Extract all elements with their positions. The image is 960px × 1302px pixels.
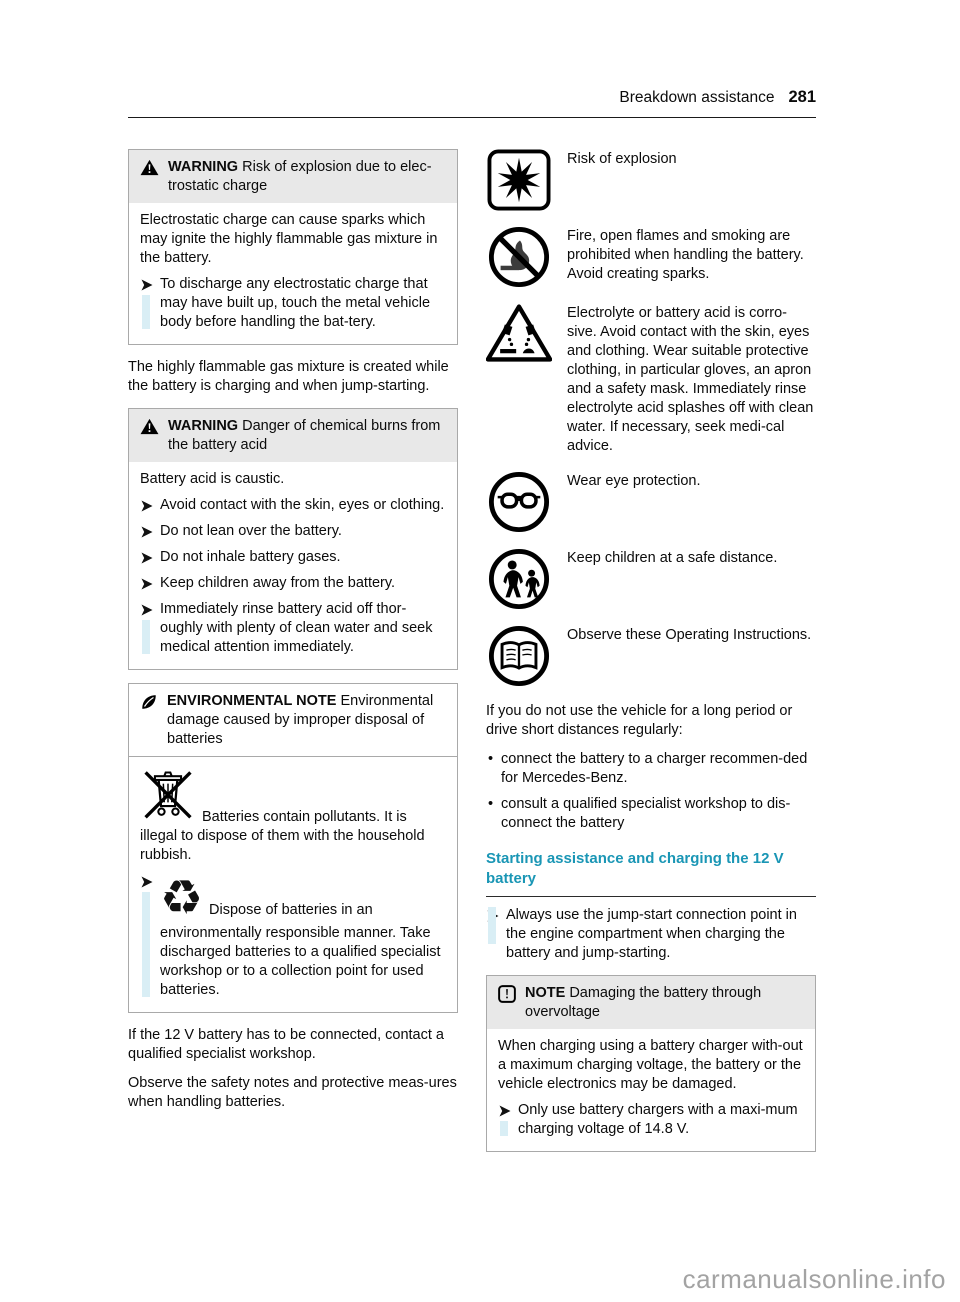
pictogram-row [486,226,816,288]
warning-box-header [129,150,457,203]
list-item-text: connect the battery to a charger recommen-ded for Mercedes-Benz. [501,751,808,786]
paragraph: The highly flammable gas mixture is created while the battery is charging and when jump-starting. [128,359,449,394]
instruction-gutter [500,1121,508,1136]
warning-box-electrostatic [128,149,458,345]
instruction-text: Immediately rinse battery acid off thor-oughly with plenty of clean water and seek medical attention immediately. [160,601,433,655]
pictogram-row [486,303,816,456]
instruction-text: Always use the jump-start connection point in the engine compartment when charging the battery and jump-starting. [506,907,797,961]
note-box-header [487,976,815,1029]
environmental-note-title: ENVIRONMENTAL NOTE Environmental damage caused by improper disposal of batteries [167,693,434,747]
paragraph: Observe the safety notes and protective meas-ures when handling batteries. [128,1075,457,1110]
header-rule [128,117,816,118]
list-item [486,795,816,833]
instruction-text: Only use battery chargers with a maxi-mum charging voltage of 14.8 V. [518,1102,798,1137]
instruction-item [140,548,446,567]
keep-children-away-icon [486,548,552,610]
paragraph: If you do not use the vehicle for a long period or drive short distances regularly: [486,703,793,738]
warning-body-text: Electrostatic charge can cause sparks which may ignite the highly flammable gas mixture in the battery. [140,212,438,266]
battery-disposal-text: Batteries contain pollutants. It is illegal to dispose of them with the household rubbish. [140,765,446,865]
list-item-text: consult a qualified specialist workshop to dis-connect the battery [501,796,791,831]
instruction-item [140,275,446,332]
pictogram-text: Electrolyte or battery acid is corro-sive. Avoid contact with the skin, eyes and clothing. Wear suitable protective clothing, in particular gloves, an apron and a safety mask. Immediately rinse electrolyte acid splashes off with clean water. If necessary, seek medi-cal advice. [567,305,814,454]
left-column [128,149,458,1122]
instruction-gutter [142,620,150,654]
recycle-icon: ♻ [160,870,204,926]
environmental-note-header [129,684,457,757]
pictogram-row [486,471,816,533]
instruction-text: Do not inhale battery gases. [160,549,341,565]
instruction-item [140,496,446,515]
warning-triangle-icon [140,159,159,182]
operating-instructions-icon [486,625,552,687]
note-exclamation-icon [498,985,516,1009]
note-box-overvoltage [486,975,816,1152]
warning-box-body [129,462,457,669]
note-body-text: When charging using a battery charger with-out a maximum charging voltage, the battery or the vehicle electronics may be damaged. [498,1038,803,1092]
warning-body-text: Battery acid is caustic. [140,471,285,487]
pictogram-row [486,149,816,211]
explosion-icon [486,149,552,211]
instruction-gutter [142,892,150,997]
instruction-gutter [142,295,150,329]
instruction-text: Do not lean over the battery. [160,523,342,539]
corrosive-icon [486,303,552,363]
instruction-arrow-icon [141,551,153,570]
section-heading: Starting assistance and charging the 12 V battery [486,849,816,897]
pictogram-text: Risk of explosion [567,151,677,167]
warning-title: WARNING Danger of chemical burns from the battery acid [168,418,441,453]
page-header [128,88,816,107]
instruction-text: Avoid contact with the skin, eyes or clothing. [160,497,445,513]
instruction-arrow-icon [141,499,153,518]
list-item [486,750,816,788]
warning-box-chemical-burns [128,408,458,670]
instruction-item [140,522,446,541]
pictogram-text: Fire, open flames and smoking are prohibited when handling the battery. Avoid creating sparks. [567,228,804,282]
instruction-item [140,872,446,1000]
environmental-leaf-icon [140,693,158,717]
pictogram-text: Observe these Operating Instructions. [567,627,812,643]
warning-box-body [129,203,457,344]
eye-protection-icon [486,471,552,533]
no-open-flames-icon [486,226,552,288]
watermark: carmanualsonline.info [682,1264,946,1294]
note-box-body [487,1029,815,1151]
header-title: Breakdown assistance [619,89,775,106]
instruction-text: Keep children away from the battery. [160,575,396,591]
pictogram-text: Wear eye protection. [567,473,701,489]
instruction-text: To discharge any electrostatic charge that may have built up, touch the metal vehicle body before handling the bat-tery. [160,276,431,330]
paragraph: If the 12 V battery has to be connected, contact a qualified specialist workshop. [128,1027,444,1062]
pictogram-text: Keep children at a safe distance. [567,550,778,566]
environmental-note-box [128,683,458,1013]
note-title: NOTE Damaging the battery through overvoltage [525,985,762,1020]
instruction-gutter [488,907,496,944]
page-number: 281 [788,88,816,106]
crossed-out-bin-icon [140,765,196,827]
instruction-arrow-icon [141,577,153,596]
pictogram-row [486,625,816,687]
instruction-item [486,906,816,963]
environmental-note-body [129,757,457,1012]
warning-box-header [129,409,457,462]
instruction-arrow-icon [141,525,153,544]
warning-triangle-icon [140,418,159,441]
instruction-item [140,600,446,657]
warning-title: WARNING Risk of explosion due to elec-trostatic charge [168,159,432,194]
right-column [486,149,816,1165]
instruction-item [140,574,446,593]
instruction-text: Dispose of batteries in an environmentally responsible manner. Take discharged batteries to a qualified specialist workshop or to a collection point for used batteries. [160,902,441,998]
pictogram-row [486,548,816,610]
instruction-item [498,1101,804,1139]
